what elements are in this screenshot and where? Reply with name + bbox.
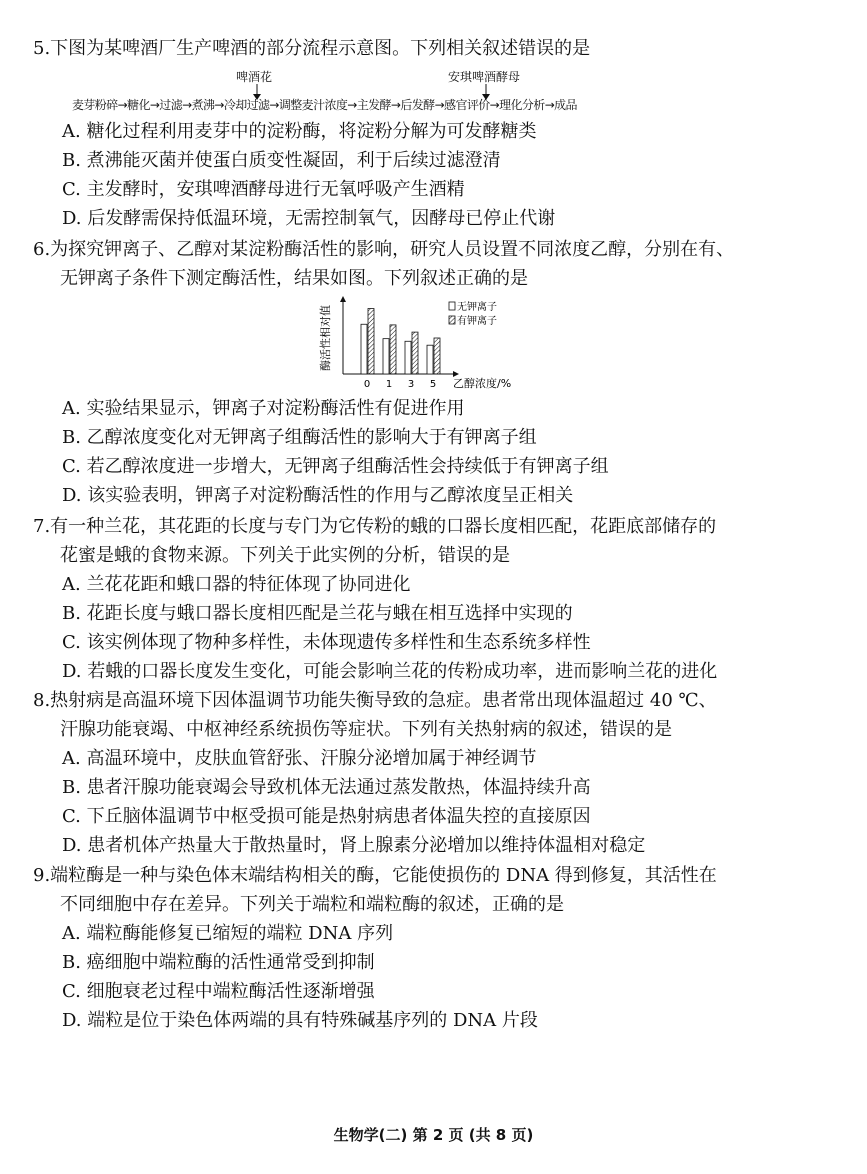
x-tick-label: 0 <box>363 379 371 390</box>
x-tick-label: 5 <box>429 379 437 390</box>
q5-stem: 5.下图为某啤酒厂生产啤酒的部分流程示意图。下列相关叙述错误的是 <box>33 38 591 59</box>
q7-stem-2: 花蜜是蛾的食物来源。下列关于此实例的分析，错误的是 <box>60 545 510 566</box>
q8-option-d: D. 患者机体产热量大于散热量时，肾上腺素分泌增加以维持体温相对稳定 <box>62 835 646 856</box>
x-tick-label: 1 <box>385 379 393 390</box>
legend-swatch-with-k <box>449 316 455 324</box>
page-footer: 生物学(二) 第 2 页 (共 8 页) <box>333 1126 534 1144</box>
bar-with-k-0 <box>368 309 374 374</box>
legend-label-with-k: 有钾离子 <box>457 316 497 327</box>
q6-option-d: D. 该实验表明，钾离子对淀粉酶活性的作用与乙醇浓度呈正相关 <box>62 485 574 506</box>
q8-option-c: C. 下丘脑体温调节中枢受损可能是热射病患者体温失控的直接原因 <box>62 806 591 827</box>
q5-option-b: B. 煮沸能灭菌并使蛋白质变性凝固，利于后续过滤澄清 <box>62 150 501 171</box>
q6-stem-2: 无钾离子条件下测定酶活性，结果如图。下列叙述正确的是 <box>60 268 528 289</box>
bar-with-k-1 <box>390 325 396 374</box>
q8-option-b: B. 患者汗腺功能衰竭会导致机体无法通过蒸发散热，体温持续升高 <box>62 777 591 798</box>
bar-no-k-1 <box>383 339 389 374</box>
q9-option-a: A. 端粒酶能修复已缩短的端粒 DNA 序列 <box>62 923 394 944</box>
q9-option-d: D. 端粒是位于染色体两端的具有特殊碱基序列的 DNA 片段 <box>62 1010 538 1031</box>
q7-option-c: C. 该实例体现了物种多样性，未体现遗传多样性和生态系统多样性 <box>62 632 591 653</box>
enzyme-activity-chart <box>315 296 535 391</box>
chart-x-label: 乙醇浓度/% <box>453 377 512 390</box>
q8-stem-1: 8.热射病是高温环境下因体温调节功能失衡导致的急症。患者常出现体温超过 40 ℃、 <box>33 690 717 711</box>
bar-with-k-3 <box>412 332 418 374</box>
q7-option-a: A. 兰花花距和蛾口器的特征体现了协同进化 <box>62 574 411 595</box>
q9-stem-1: 9.端粒酶是一种与染色体末端结构相关的酶，它能使损伤的 DNA 得到修复，其活性在 <box>33 865 717 886</box>
q7-option-b: B. 花距长度与蛾口器长度相匹配是兰花与蛾在相互选择中实现的 <box>62 603 573 624</box>
q9-option-c: C. 细胞衰老过程中端粒酶活性逐渐增强 <box>62 981 375 1002</box>
chart-y-label: 酶活性相对值 <box>319 305 332 371</box>
q9-option-b: B. 癌细胞中端粒酶的活性通常受到抑制 <box>62 952 375 973</box>
q5-option-c: C. 主发酵时，安琪啤酒酵母进行无氧呼吸产生酒精 <box>62 179 465 200</box>
x-tick-label: 3 <box>407 379 415 390</box>
q7-stem-1: 7.有一种兰花，其花距的长度与专门为它传粉的蛾的口器长度相匹配，花距底部储存的 <box>33 516 717 537</box>
q8-stem-2: 汗腺功能衰竭、中枢神经系统损伤等症状。下列有关热射病的叙述，错误的是 <box>60 719 672 740</box>
q5-flow-diagram: 麦芽粉碎→糖化→过滤→煮沸→冷却过滤→调整麦汁浓度→主发酵→后发酵→感官评价→理化分析→成品 <box>72 98 577 112</box>
q6-stem-1: 6.为探究钾离子、乙醇对某淀粉酶活性的影响，研究人员设置不同浓度乙醇，分别在有、 <box>33 239 735 260</box>
q8-option-a: A. 高温环境中，皮肤血管舒张、汗腺分泌增加属于神经调节 <box>62 748 537 769</box>
q6-option-b: B. 乙醇浓度变化对无钾离子组酶活性的影响大于有钾离子组 <box>62 427 537 448</box>
bar-no-k-5 <box>427 345 433 374</box>
q5-option-a: A. 糖化过程利用麦芽中的淀粉酶，将淀粉分解为可发酵糖类 <box>62 121 537 142</box>
bar-no-k-0 <box>361 324 367 374</box>
q6-option-c: C. 若乙醇浓度进一步增大，无钾离子组酶活性会持续低于有钾离子组 <box>62 456 609 477</box>
legend-swatch-no-k <box>449 302 455 310</box>
legend-label-no-k: 无钾离子 <box>457 302 497 313</box>
bar-no-k-3 <box>405 341 411 374</box>
bar-with-k-5 <box>434 338 440 374</box>
q7-option-d: D. 若蛾的口器长度发生变化，可能会影响兰花的传粉成功率，进而影响兰花的进化 <box>62 661 718 682</box>
q5-label-hops: 啤酒花 <box>236 70 273 84</box>
q5-label-yeast: 安琪啤酒酵母 <box>448 70 521 84</box>
q6-option-a: A. 实验结果显示，钾离子对淀粉酶活性有促进作用 <box>62 398 465 419</box>
q9-stem-2: 不同细胞中存在差异。下列关于端粒和端粒酶的叙述，正确的是 <box>60 894 564 915</box>
q5-option-d: D. 后发酵需保持低温环境，无需控制氧气，因酵母已停止代谢 <box>62 208 556 229</box>
